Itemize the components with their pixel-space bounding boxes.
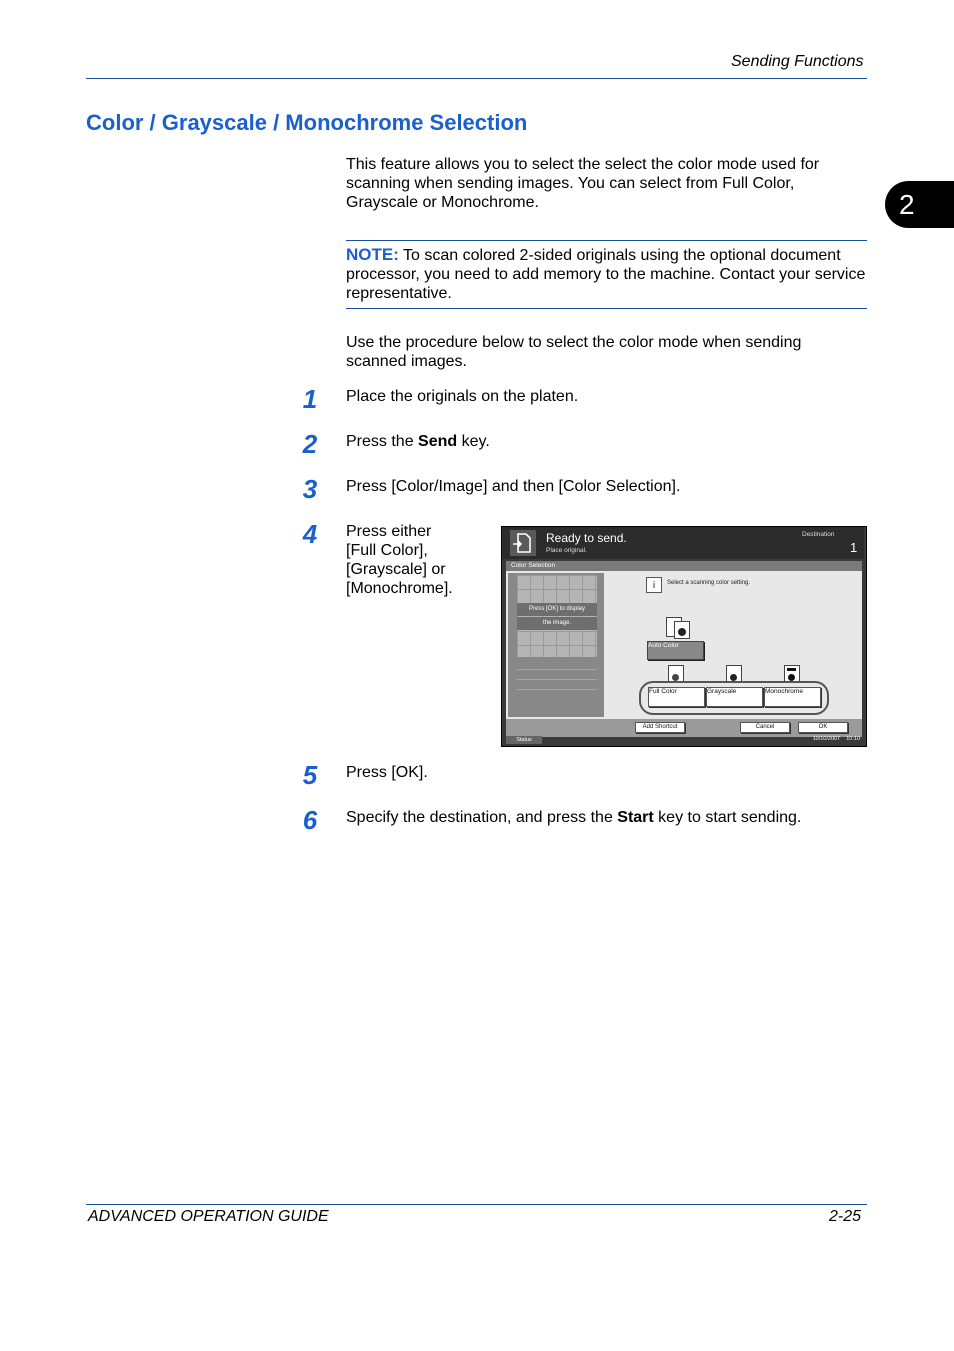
step-text: Press [OK]. bbox=[346, 764, 428, 781]
cancel-button[interactable]: Cancel bbox=[740, 722, 790, 733]
page-number: 2-25 bbox=[829, 1208, 862, 1225]
step-number: 1 bbox=[302, 384, 318, 414]
operation-panel-screenshot bbox=[501, 526, 867, 747]
note-box bbox=[346, 245, 866, 303]
status-title: Ready to send. bbox=[546, 531, 627, 545]
status-tab[interactable]: Status bbox=[506, 736, 542, 744]
grayscale-button[interactable]: Grayscale bbox=[706, 687, 763, 707]
instruction-text: Select a scanning color setting. bbox=[667, 580, 751, 586]
monochrome-button[interactable]: Monochrome bbox=[764, 687, 821, 707]
send-icon bbox=[510, 530, 536, 556]
datetime: 10/10/2007 10:10 bbox=[812, 736, 860, 742]
note-label: NOTE: bbox=[346, 245, 399, 264]
running-header: Sending Functions bbox=[731, 53, 864, 70]
add-shortcut-button[interactable]: Add Shortcut bbox=[635, 722, 685, 733]
header-rule bbox=[86, 78, 867, 79]
preview-message: the image. bbox=[517, 617, 597, 630]
footer-guide-title: ADVANCED OPERATION GUIDE bbox=[88, 1208, 329, 1225]
procedure-intro: Use the procedure below to select the color mode when sending scanned images. bbox=[346, 334, 802, 370]
chapter-tab: 2 bbox=[885, 181, 954, 228]
destination-label: Destination bbox=[802, 531, 835, 538]
step-number: 4 bbox=[302, 519, 318, 549]
status-bar bbox=[502, 527, 864, 559]
panel-header: Color Selection bbox=[506, 561, 862, 571]
page-title: Color / Grayscale / Monochrome Selection bbox=[86, 110, 528, 135]
step-number: 5 bbox=[302, 760, 318, 790]
step-text: Place the originals on the platen. bbox=[346, 388, 579, 405]
destination-count: 1 bbox=[850, 540, 858, 555]
ok-button[interactable]: OK bbox=[798, 722, 848, 733]
step-text: Press the Send key. bbox=[346, 433, 490, 450]
preview-area bbox=[508, 573, 604, 717]
info-icon: ⅰ bbox=[646, 577, 662, 593]
step-text: Specify the destination, and press the Start key to start sending. bbox=[346, 809, 802, 826]
step-text: Press [Color/Image] and then [Color Selection]. bbox=[346, 478, 681, 495]
note-top-rule bbox=[346, 240, 867, 241]
note-bottom-rule bbox=[346, 308, 867, 309]
full-color-button[interactable]: Full Color bbox=[648, 687, 705, 707]
note-text: To scan colored 2-sided originals using the optional document processor, you need to add memory to the machine. Contact your service representative. bbox=[346, 247, 866, 302]
footer-rule bbox=[86, 1204, 867, 1205]
step-number: 6 bbox=[302, 805, 318, 835]
status-subtitle: Place original. bbox=[546, 547, 587, 554]
step-number: 2 bbox=[302, 429, 318, 459]
auto-color-icon bbox=[666, 617, 688, 637]
preview-message: Press [OK] to display bbox=[517, 603, 597, 616]
step-text: Press either [Full Color], [Grayscale] or [Monochrome]. bbox=[346, 523, 453, 597]
preview-grid bbox=[517, 575, 597, 657]
color-selection-panel bbox=[506, 561, 862, 737]
auto-color-button[interactable]: Auto Color bbox=[647, 641, 704, 660]
intro-paragraph: This feature allows you to select the select the color mode used for scanning when sending images. You can select from Full Color, Grayscale or Monochrome. bbox=[346, 156, 820, 211]
step-number: 3 bbox=[302, 474, 318, 504]
